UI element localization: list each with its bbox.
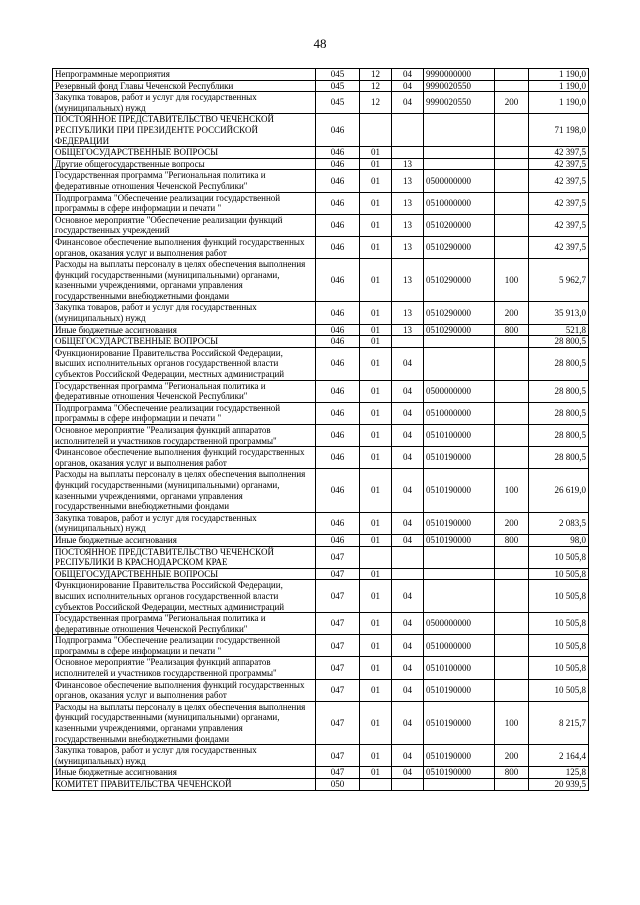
item-name-cell: Функционирование Правительства Российской Федерации, высших исполнительных органов государственной власти субъектов Российской Федерации, местных администраций [53, 580, 316, 613]
table-row [53, 324, 589, 336]
expense-type-code-cell: 800 [495, 534, 529, 546]
target-item-code-cell [424, 347, 495, 380]
amount-cell: 521,8 [529, 324, 589, 336]
table-row [53, 546, 589, 568]
section-code-cell: 01 [360, 745, 392, 767]
subsection-code-cell: 04 [392, 613, 424, 635]
amount-cell: 28 800,5 [529, 447, 589, 469]
item-name-cell: Иные бюджетные ассигнования [53, 324, 316, 336]
amount-cell: 5 962,7 [529, 259, 589, 302]
target-item-code-cell: 0510000000 [424, 192, 495, 214]
section-code-cell: 01 [360, 147, 392, 159]
expense-type-code-cell [495, 336, 529, 348]
item-name-cell: Расходы на выплаты персоналу в целях обеспечения выполнения функций государственными (муниципальными) органами, казенными учреждениями, органами управления государственными внебюджетными фондами [53, 259, 316, 302]
ministry-code-cell: 047 [316, 568, 360, 580]
expense-type-code-cell [495, 114, 529, 147]
section-code-cell: 01 [360, 425, 392, 447]
expense-type-code-cell [495, 447, 529, 469]
amount-cell: 42 397,5 [529, 192, 589, 214]
amount-cell: 1 190,0 [529, 92, 589, 114]
item-name-cell: Государственная программа "Региональная политика и федеративные отношения Чеченской Республики" [53, 613, 316, 635]
table-row [53, 192, 589, 214]
expense-type-code-cell: 800 [495, 767, 529, 779]
ministry-code-cell: 046 [316, 302, 360, 324]
table-row [53, 568, 589, 580]
table-row [53, 635, 589, 657]
item-name-cell: Подпрограмма "Обеспечение реализации государственной программы в сфере информации и печати " [53, 192, 316, 214]
target-item-code-cell: 0510000000 [424, 635, 495, 657]
expense-type-code-cell [495, 546, 529, 568]
table-row [53, 380, 589, 402]
ministry-code-cell: 045 [316, 80, 360, 92]
section-code-cell: 12 [360, 92, 392, 114]
target-item-code-cell: 9990020550 [424, 80, 495, 92]
target-item-code-cell: 0510190000 [424, 679, 495, 701]
ministry-code-cell: 047 [316, 745, 360, 767]
ministry-code-cell: 046 [316, 114, 360, 147]
item-name-cell: Государственная программа "Региональная политика и федеративные отношения Чеченской Республики" [53, 170, 316, 192]
item-name-cell: ПОСТОЯННОЕ ПРЕДСТАВИТЕЛЬСТВО ЧЕЧЕНСКОЙ РЕСПУБЛИКИ ПРИ ПРЕЗИДЕНТЕ РОССИЙСКОЙ ФЕДЕРАЦИИ [53, 114, 316, 147]
table-row [53, 347, 589, 380]
table-row [53, 336, 589, 348]
subsection-code-cell: 13 [392, 259, 424, 302]
page-number: 48 [313, 36, 327, 51]
table-row [53, 170, 589, 192]
ministry-code-cell: 046 [316, 324, 360, 336]
section-code-cell: 01 [360, 657, 392, 679]
budget-table-body [53, 69, 589, 791]
ministry-code-cell: 047 [316, 767, 360, 779]
target-item-code-cell [424, 158, 495, 170]
table-row [53, 402, 589, 424]
item-name-cell: Подпрограмма "Обеспечение реализации государственной программы в сфере информации и печати " [53, 402, 316, 424]
item-name-cell: Резервный фонд Главы Чеченской Республики [53, 80, 316, 92]
target-item-code-cell [424, 546, 495, 568]
ministry-code-cell: 045 [316, 92, 360, 114]
expense-type-code-cell: 200 [495, 302, 529, 324]
subsection-code-cell: 04 [392, 80, 424, 92]
target-item-code-cell: 0510200000 [424, 214, 495, 236]
amount-cell: 8 215,7 [529, 701, 589, 744]
section-code-cell: 01 [360, 236, 392, 258]
table-row [53, 657, 589, 679]
section-code-cell: 01 [360, 568, 392, 580]
target-item-code-cell [424, 336, 495, 348]
item-name-cell: Другие общегосударственные вопросы [53, 158, 316, 170]
expense-type-code-cell [495, 425, 529, 447]
expense-type-code-cell [495, 657, 529, 679]
subsection-code-cell: 04 [392, 534, 424, 546]
amount-cell: 71 198,0 [529, 114, 589, 147]
item-name-cell: Основное мероприятие "Обеспечение реализации функций государственных учреждений [53, 214, 316, 236]
ministry-code-cell: 047 [316, 613, 360, 635]
subsection-code-cell: 04 [392, 745, 424, 767]
item-name-cell: Закупка товаров, работ и услуг для государственных (муниципальных) нужд [53, 92, 316, 114]
item-name-cell: ОБЩЕГОСУДАРСТВЕННЫЕ ВОПРОСЫ [53, 336, 316, 348]
ministry-code-cell: 047 [316, 546, 360, 568]
amount-cell: 20 939,5 [529, 779, 589, 791]
table-row [53, 580, 589, 613]
table-row [53, 236, 589, 258]
target-item-code-cell: 0510190000 [424, 469, 495, 512]
section-code-cell: 01 [360, 534, 392, 546]
expense-type-code-cell: 100 [495, 259, 529, 302]
expense-type-code-cell [495, 192, 529, 214]
amount-cell: 42 397,5 [529, 147, 589, 159]
amount-cell: 10 505,8 [529, 635, 589, 657]
section-code-cell: 01 [360, 324, 392, 336]
expense-type-code-cell: 100 [495, 469, 529, 512]
target-item-code-cell [424, 568, 495, 580]
expense-type-code-cell: 200 [495, 92, 529, 114]
target-item-code-cell: 0500000000 [424, 380, 495, 402]
target-item-code-cell: 0510190000 [424, 534, 495, 546]
subsection-code-cell: 04 [392, 512, 424, 534]
section-code-cell [360, 779, 392, 791]
ministry-code-cell: 046 [316, 402, 360, 424]
target-item-code-cell: 0510100000 [424, 657, 495, 679]
amount-cell: 28 800,5 [529, 336, 589, 348]
subsection-code-cell: 13 [392, 324, 424, 336]
table-row [53, 147, 589, 159]
expense-type-code-cell [495, 402, 529, 424]
subsection-code-cell: 04 [392, 425, 424, 447]
item-name-cell: Иные бюджетные ассигнования [53, 767, 316, 779]
expense-type-code-cell [495, 347, 529, 380]
expense-type-code-cell [495, 214, 529, 236]
subsection-code-cell: 13 [392, 192, 424, 214]
subsection-code-cell: 04 [392, 679, 424, 701]
amount-cell: 1 190,0 [529, 80, 589, 92]
section-code-cell: 01 [360, 767, 392, 779]
section-code-cell: 01 [360, 259, 392, 302]
amount-cell: 2 083,5 [529, 512, 589, 534]
subsection-code-cell: 13 [392, 158, 424, 170]
item-name-cell: ПОСТОЯННОЕ ПРЕДСТАВИТЕЛЬСТВО ЧЕЧЕНСКОЙ РЕСПУБЛИКИ В КРАСНОДАРСКОМ КРАЕ [53, 546, 316, 568]
section-code-cell: 01 [360, 469, 392, 512]
amount-cell: 26 619,0 [529, 469, 589, 512]
ministry-code-cell: 046 [316, 147, 360, 159]
ministry-code-cell: 047 [316, 657, 360, 679]
item-name-cell: Финансовое обеспечение выполнения функций государственных органов, оказания услуг и выполнения работ [53, 447, 316, 469]
budget-table [52, 68, 589, 791]
ministry-code-cell: 047 [316, 635, 360, 657]
subsection-code-cell: 04 [392, 580, 424, 613]
ministry-code-cell: 046 [316, 534, 360, 546]
item-name-cell: Закупка товаров, работ и услуг для государственных (муниципальных) нужд [53, 745, 316, 767]
amount-cell: 42 397,5 [529, 158, 589, 170]
table-row [53, 214, 589, 236]
subsection-code-cell: 04 [392, 347, 424, 380]
subsection-code-cell [392, 546, 424, 568]
expense-type-code-cell [495, 158, 529, 170]
amount-cell: 2 164,4 [529, 745, 589, 767]
section-code-cell: 01 [360, 336, 392, 348]
expense-type-code-cell [495, 69, 529, 81]
amount-cell: 10 505,8 [529, 613, 589, 635]
section-code-cell: 01 [360, 701, 392, 744]
section-code-cell: 01 [360, 170, 392, 192]
subsection-code-cell: 13 [392, 236, 424, 258]
ministry-code-cell: 050 [316, 779, 360, 791]
expense-type-code-cell [495, 635, 529, 657]
expense-type-code-cell [495, 568, 529, 580]
expense-type-code-cell [495, 236, 529, 258]
table-row [53, 745, 589, 767]
item-name-cell: Непрограммные мероприятия [53, 69, 316, 81]
section-code-cell: 01 [360, 402, 392, 424]
amount-cell: 1 190,0 [529, 69, 589, 81]
table-row [53, 302, 589, 324]
target-item-code-cell: 0510000000 [424, 402, 495, 424]
expense-type-code-cell: 200 [495, 512, 529, 534]
subsection-code-cell: 04 [392, 767, 424, 779]
subsection-code-cell [392, 147, 424, 159]
item-name-cell: Иные бюджетные ассигнования [53, 534, 316, 546]
expense-type-code-cell [495, 779, 529, 791]
subsection-code-cell [392, 336, 424, 348]
subsection-code-cell [392, 779, 424, 791]
item-name-cell: Финансовое обеспечение выполнения функций государственных органов, оказания услуг и выполнения работ [53, 679, 316, 701]
target-item-code-cell: 0510100000 [424, 425, 495, 447]
table-row [53, 613, 589, 635]
target-item-code-cell: 0510290000 [424, 236, 495, 258]
amount-cell: 42 397,5 [529, 236, 589, 258]
ministry-code-cell: 046 [316, 347, 360, 380]
table-row [53, 701, 589, 744]
expense-type-code-cell [495, 170, 529, 192]
item-name-cell: Подпрограмма "Обеспечение реализации государственной программы в сфере информации и печати " [53, 635, 316, 657]
target-item-code-cell: 9990000000 [424, 69, 495, 81]
subsection-code-cell [392, 114, 424, 147]
ministry-code-cell: 047 [316, 580, 360, 613]
amount-cell: 28 800,5 [529, 425, 589, 447]
subsection-code-cell: 04 [392, 380, 424, 402]
amount-cell: 125,8 [529, 767, 589, 779]
section-code-cell: 01 [360, 347, 392, 380]
section-code-cell: 12 [360, 69, 392, 81]
expense-type-code-cell [495, 679, 529, 701]
section-code-cell: 01 [360, 580, 392, 613]
target-item-code-cell: 0500000000 [424, 613, 495, 635]
ministry-code-cell: 046 [316, 170, 360, 192]
amount-cell: 28 800,5 [529, 347, 589, 380]
item-name-cell: Государственная программа "Региональная политика и федеративные отношения Чеченской Республики" [53, 380, 316, 402]
expense-type-code-cell: 100 [495, 701, 529, 744]
subsection-code-cell: 04 [392, 402, 424, 424]
ministry-code-cell: 046 [316, 425, 360, 447]
section-code-cell [360, 546, 392, 568]
table-row [53, 259, 589, 302]
target-item-code-cell: 9990020550 [424, 92, 495, 114]
section-code-cell: 01 [360, 192, 392, 214]
amount-cell: 10 505,8 [529, 679, 589, 701]
amount-cell: 98,0 [529, 534, 589, 546]
amount-cell: 35 913,0 [529, 302, 589, 324]
target-item-code-cell [424, 779, 495, 791]
expense-type-code-cell [495, 580, 529, 613]
amount-cell: 42 397,5 [529, 170, 589, 192]
target-item-code-cell: 0510290000 [424, 324, 495, 336]
section-code-cell: 01 [360, 679, 392, 701]
ministry-code-cell: 046 [316, 192, 360, 214]
subsection-code-cell: 13 [392, 170, 424, 192]
table-row [53, 469, 589, 512]
section-code-cell: 01 [360, 302, 392, 324]
expense-type-code-cell [495, 147, 529, 159]
table-row [53, 447, 589, 469]
subsection-code-cell: 13 [392, 214, 424, 236]
ministry-code-cell: 046 [316, 447, 360, 469]
subsection-code-cell: 04 [392, 701, 424, 744]
section-code-cell: 01 [360, 613, 392, 635]
item-name-cell: Основное мероприятие "Реализация функций аппаратов исполнителей и участников государственной программы" [53, 657, 316, 679]
section-code-cell: 01 [360, 214, 392, 236]
subsection-code-cell: 13 [392, 302, 424, 324]
ministry-code-cell: 045 [316, 69, 360, 81]
ministry-code-cell: 046 [316, 158, 360, 170]
subsection-code-cell: 04 [392, 447, 424, 469]
subsection-code-cell: 04 [392, 69, 424, 81]
target-item-code-cell: 0510190000 [424, 701, 495, 744]
table-row [53, 512, 589, 534]
item-name-cell: КОМИТЕТ ПРАВИТЕЛЬСТВА ЧЕЧЕНСКОЙ [53, 779, 316, 791]
table-row [53, 92, 589, 114]
table-row [53, 425, 589, 447]
section-code-cell: 01 [360, 158, 392, 170]
subsection-code-cell: 04 [392, 635, 424, 657]
table-row [53, 158, 589, 170]
ministry-code-cell: 047 [316, 701, 360, 744]
expense-type-code-cell: 800 [495, 324, 529, 336]
subsection-code-cell: 04 [392, 657, 424, 679]
item-name-cell: Основное мероприятие "Реализация функций аппаратов исполнителей и участников государственной программы" [53, 425, 316, 447]
amount-cell: 10 505,8 [529, 546, 589, 568]
section-code-cell [360, 114, 392, 147]
table-row [53, 767, 589, 779]
section-code-cell: 12 [360, 80, 392, 92]
table-row [53, 779, 589, 791]
item-name-cell: Закупка товаров, работ и услуг для государственных (муниципальных) нужд [53, 512, 316, 534]
item-name-cell: Функционирование Правительства Российской Федерации, высших исполнительных органов государственной власти субъектов Российской Федерации, местных администраций [53, 347, 316, 380]
target-item-code-cell: 0510190000 [424, 745, 495, 767]
target-item-code-cell: 0510290000 [424, 259, 495, 302]
amount-cell: 28 800,5 [529, 380, 589, 402]
item-name-cell: ОБЩЕГОСУДАРСТВЕННЫЕ ВОПРОСЫ [53, 147, 316, 159]
table-row [53, 69, 589, 81]
target-item-code-cell: 0510190000 [424, 512, 495, 534]
item-name-cell: Финансовое обеспечение выполнения функций государственных органов, оказания услуг и выполнения работ [53, 236, 316, 258]
subsection-code-cell [392, 568, 424, 580]
ministry-code-cell: 047 [316, 679, 360, 701]
ministry-code-cell: 046 [316, 214, 360, 236]
target-item-code-cell: 0510190000 [424, 767, 495, 779]
item-name-cell: ОБЩЕГОСУДАРСТВЕННЫЕ ВОПРОСЫ [53, 568, 316, 580]
subsection-code-cell: 04 [392, 92, 424, 114]
target-item-code-cell: 0510290000 [424, 302, 495, 324]
ministry-code-cell: 046 [316, 512, 360, 534]
amount-cell: 10 505,8 [529, 657, 589, 679]
amount-cell: 28 800,5 [529, 402, 589, 424]
ministry-code-cell: 046 [316, 236, 360, 258]
expense-type-code-cell: 200 [495, 745, 529, 767]
table-row [53, 114, 589, 147]
table-row [53, 80, 589, 92]
section-code-cell: 01 [360, 635, 392, 657]
table-row [53, 679, 589, 701]
expense-type-code-cell [495, 380, 529, 402]
amount-cell: 10 505,8 [529, 568, 589, 580]
amount-cell: 10 505,8 [529, 580, 589, 613]
table-row [53, 534, 589, 546]
section-code-cell: 01 [360, 380, 392, 402]
ministry-code-cell: 046 [316, 469, 360, 512]
target-item-code-cell [424, 580, 495, 613]
section-code-cell: 01 [360, 512, 392, 534]
target-item-code-cell: 0500000000 [424, 170, 495, 192]
target-item-code-cell: 0510190000 [424, 447, 495, 469]
target-item-code-cell [424, 114, 495, 147]
item-name-cell: Закупка товаров, работ и услуг для государственных (муниципальных) нужд [53, 302, 316, 324]
expense-type-code-cell [495, 613, 529, 635]
ministry-code-cell: 046 [316, 259, 360, 302]
item-name-cell: Расходы на выплаты персоналу в целях обеспечения выполнения функций государственными (муниципальными) органами, казенными учреждениями, органами управления государственными внебюджетными фондами [53, 701, 316, 744]
amount-cell: 42 397,5 [529, 214, 589, 236]
item-name-cell: Расходы на выплаты персоналу в целях обеспечения выполнения функций государственными (муниципальными) органами, казенными учреждениями, органами управления государственными внебюджетными фондами [53, 469, 316, 512]
section-code-cell: 01 [360, 447, 392, 469]
subsection-code-cell: 04 [392, 469, 424, 512]
ministry-code-cell: 046 [316, 336, 360, 348]
ministry-code-cell: 046 [316, 380, 360, 402]
expense-type-code-cell [495, 80, 529, 92]
target-item-code-cell [424, 147, 495, 159]
